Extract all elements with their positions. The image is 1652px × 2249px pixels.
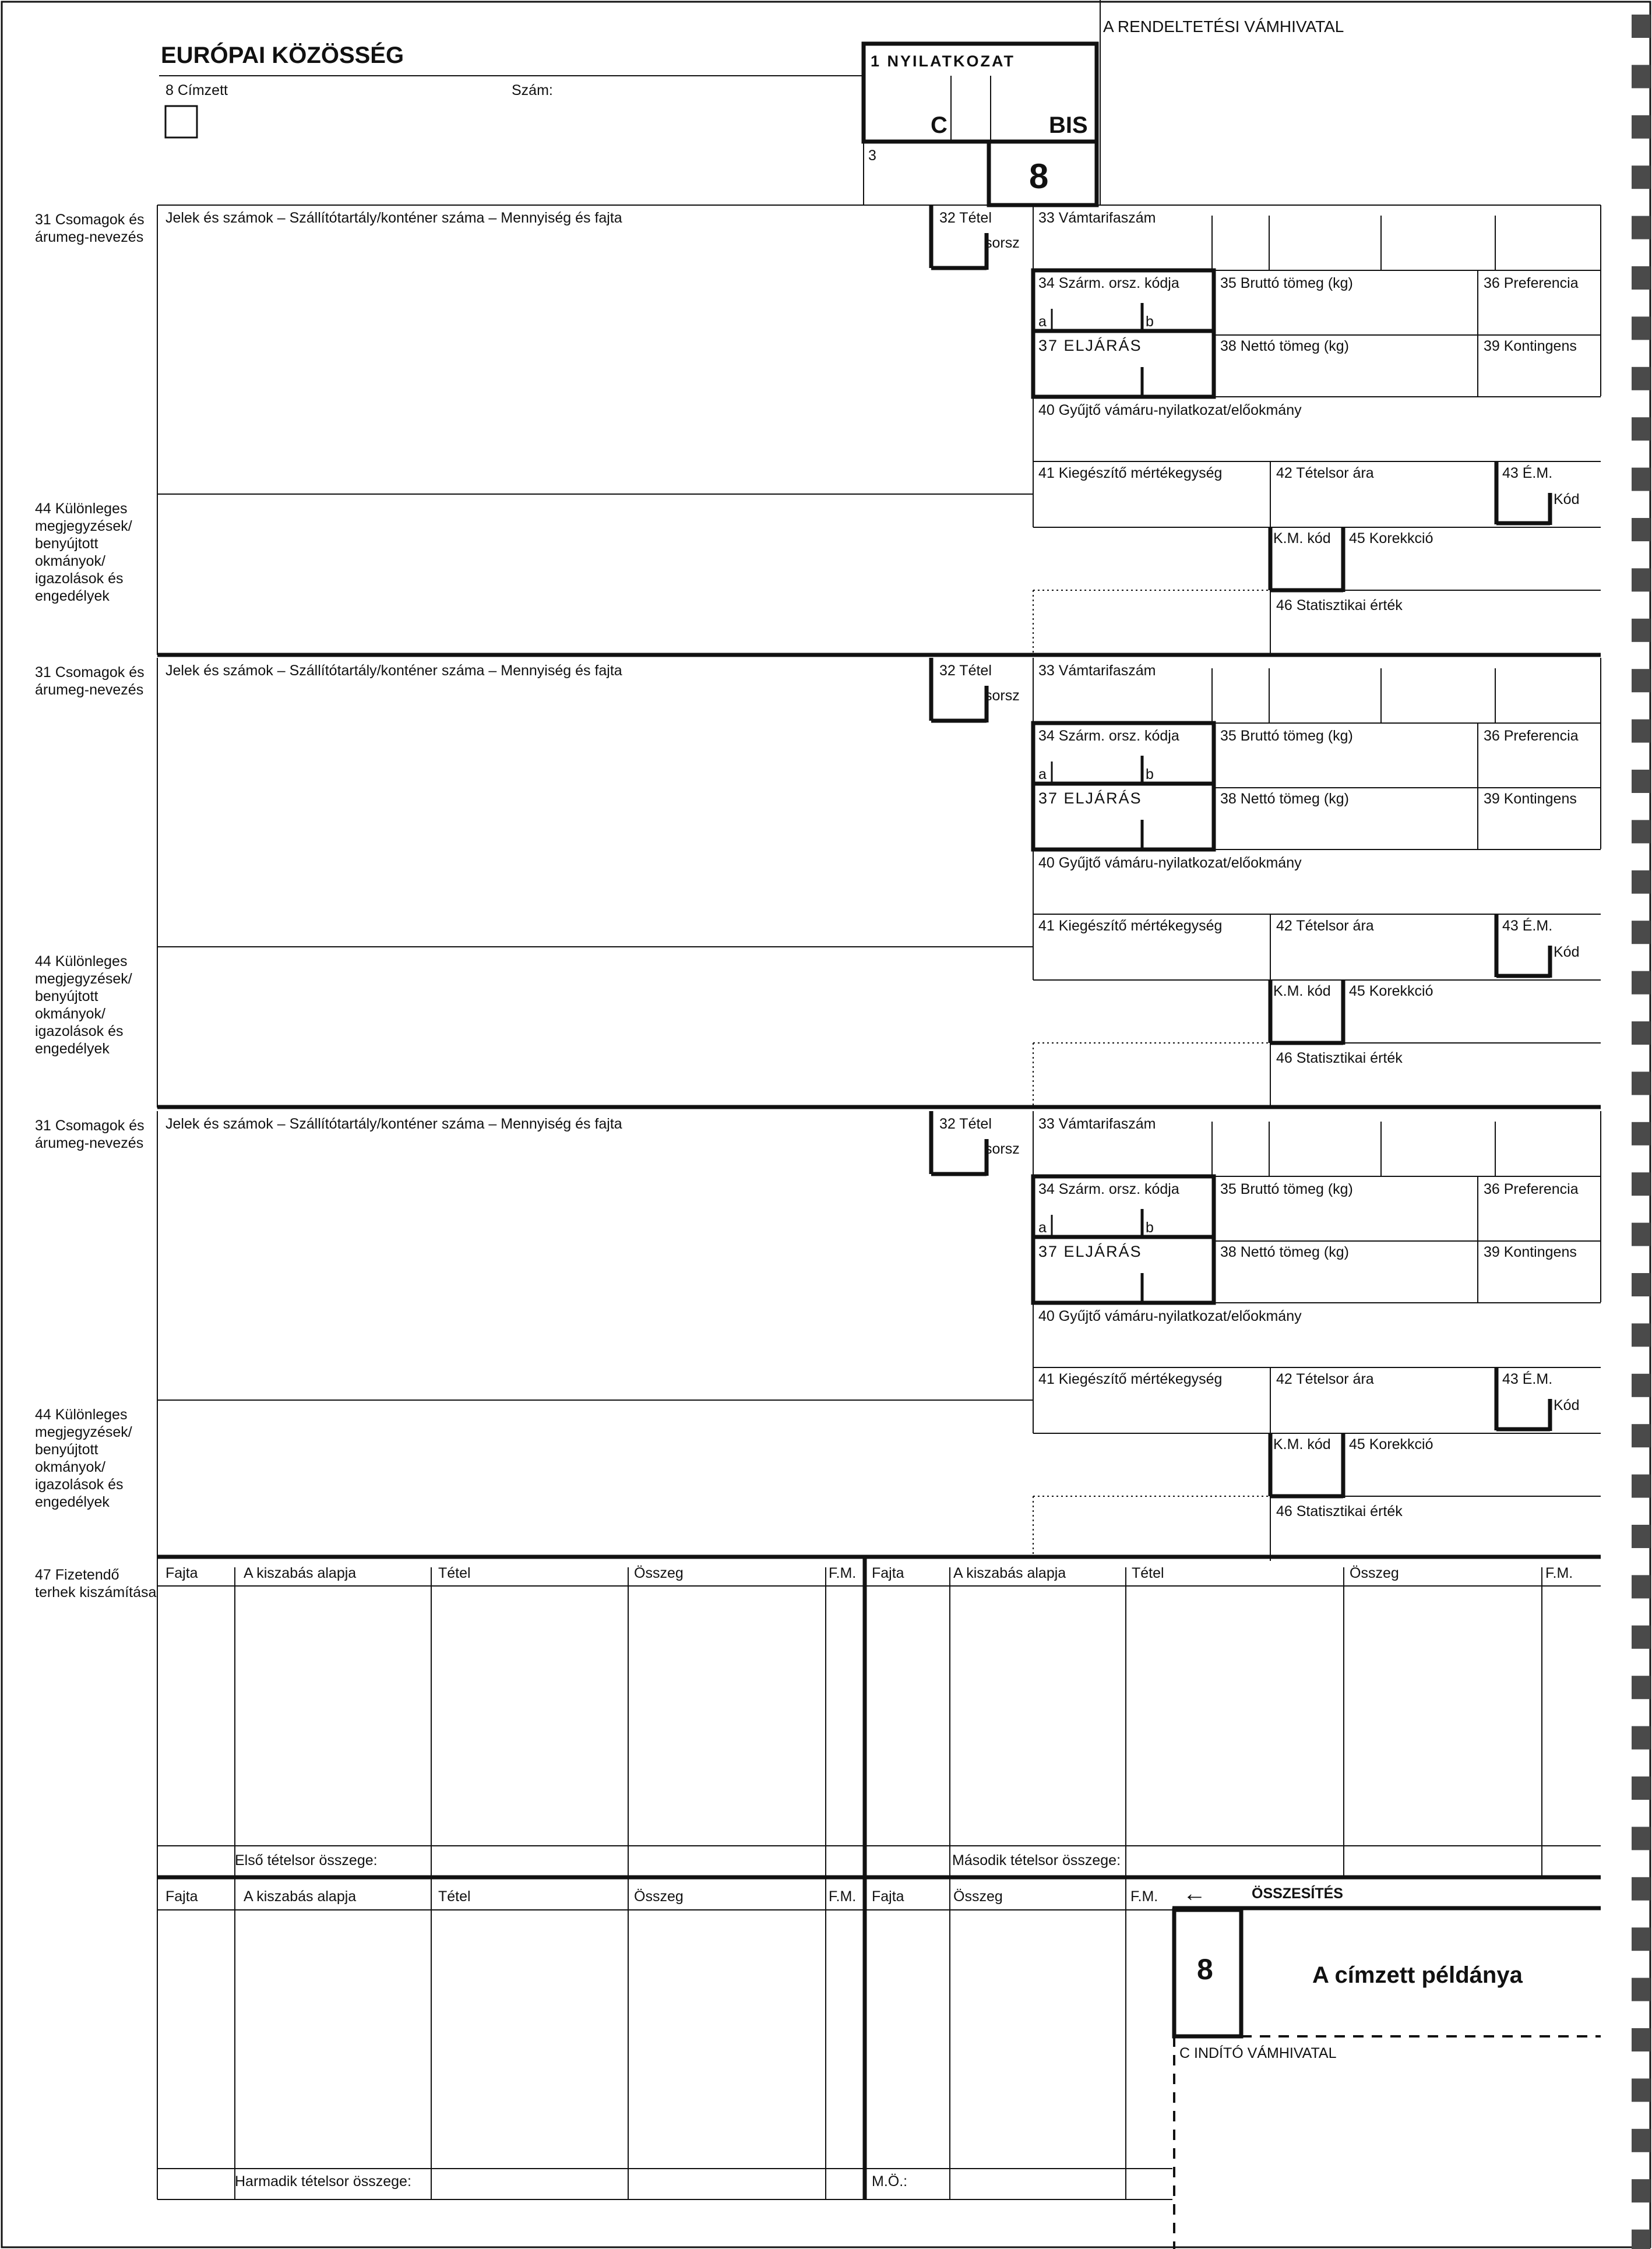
- adjustment-label: 45 Korekkció: [1349, 1436, 1433, 1453]
- charge-col-label: Fajta: [165, 1565, 198, 1581]
- perforation-hole: [1632, 1323, 1650, 1346]
- perforation-hole: [1632, 1223, 1650, 1246]
- perforation-hole: [1632, 1726, 1650, 1750]
- adjustment-label: 45 Korekkció: [1349, 983, 1433, 999]
- remarks-label: 44 Különleges megjegyzések/ benyújtott okmányok/ igazolások és engedélyek: [35, 1406, 132, 1510]
- perforation-hole: [1632, 1575, 1650, 1598]
- consignee-label: 8 Címzett: [165, 82, 228, 98]
- perforation-hole: [1632, 1776, 1650, 1800]
- procedure-label: 37 ELJÁRÁS: [1038, 337, 1142, 354]
- charge-col-label: Fajta: [165, 1888, 198, 1905]
- previous-doc-label: 40 Gyűjtő vámáru-nyilatkozat/előokmány: [1038, 1308, 1302, 1324]
- remarks-label: 44 Különleges megjegyzések/ benyújtott okmányok/ igazolások és engedélyek: [35, 500, 132, 604]
- km-code-label: K.M. kód: [1273, 530, 1331, 547]
- net-mass-label: 38 Nettó tömeg (kg): [1220, 791, 1349, 807]
- perforation-hole: [1632, 720, 1650, 743]
- origin-label: 34 Szárm. orsz. kódja: [1038, 728, 1179, 744]
- perforation-hole: [1632, 216, 1650, 239]
- preference-label: 36 Preferencia: [1484, 275, 1579, 291]
- perforation-hole: [1632, 619, 1650, 642]
- number-label: Szám:: [512, 82, 553, 98]
- charge-col-label: Fajta: [872, 1565, 904, 1581]
- net-mass-label: 38 Nettó tömeg (kg): [1220, 1244, 1349, 1260]
- perforation-hole: [1632, 1424, 1650, 1447]
- origin-label: 34 Szárm. orsz. kódja: [1038, 1181, 1179, 1197]
- origin-a: a: [1038, 1219, 1047, 1236]
- perforation-hole: [1632, 1374, 1650, 1397]
- gross-mass-label: 35 Bruttó tömeg (kg): [1220, 728, 1353, 744]
- statistical-value-label: 46 Statisztikai érték: [1276, 1050, 1403, 1066]
- quota-label: 39 Kontingens: [1484, 338, 1577, 354]
- perforation-hole: [1632, 1877, 1650, 1901]
- origin-b: b: [1146, 766, 1154, 782]
- preference-label: 36 Preferencia: [1484, 728, 1579, 744]
- quota-label: 39 Kontingens: [1484, 1244, 1577, 1260]
- perforation-hole: [1632, 2028, 1650, 2051]
- marks-header: Jelek és számok – Szállítótartály/konténer száma – Mennyiség és fajta: [165, 1116, 622, 1132]
- net-mass-label: 38 Nettó tömeg (kg): [1220, 338, 1349, 354]
- statistical-value-label: 46 Statisztikai érték: [1276, 1503, 1403, 1520]
- origin-a: a: [1038, 766, 1047, 782]
- copy-number: 8: [1197, 1953, 1213, 1986]
- perforation-hole: [1632, 669, 1650, 692]
- perforation-hole: [1632, 417, 1650, 440]
- perforation-hole: [1632, 1071, 1650, 1095]
- packages-label: 31 Csomagok és árumeg-nevezés: [35, 664, 145, 698]
- third-total-label: Harmadik tételsor összege:: [235, 2173, 411, 2190]
- charge-col-label: Tétel: [438, 1565, 471, 1581]
- perforation-hole: [1632, 921, 1650, 944]
- sheet-number: 8: [1029, 157, 1049, 196]
- preference-label: 36 Preferencia: [1484, 1181, 1579, 1197]
- perforation-hole: [1632, 770, 1650, 793]
- code-label: Kód: [1554, 1397, 1580, 1413]
- supplementary-units-label: 41 Kiegészítő mértékegység: [1038, 918, 1223, 934]
- packages-label: 31 Csomagok és árumeg-nevezés: [35, 211, 145, 245]
- origin-label: 34 Szárm. orsz. kódja: [1038, 275, 1179, 291]
- valuation-label: 43 É.M.: [1502, 918, 1553, 934]
- charge-col-label: A kiszabás alapja: [244, 1888, 357, 1905]
- perforation-hole: [1632, 1978, 1650, 2001]
- procedure-label: 37 ELJÁRÁS: [1038, 1243, 1142, 1260]
- quota-label: 39 Kontingens: [1484, 791, 1577, 807]
- destination-office-label: A RENDELTETÉSI VÁMHIVATAL: [1103, 17, 1344, 36]
- copy-title: A címzett példánya: [1312, 1962, 1523, 1988]
- consignee-checkbox: [165, 106, 197, 138]
- bis-code: BIS: [1049, 112, 1088, 138]
- origin-a: a: [1038, 313, 1047, 330]
- km-code-label: K.M. kód: [1273, 983, 1331, 999]
- perforation-hole: [1632, 65, 1650, 88]
- procedure-label: 37 ELJÁRÁS: [1038, 789, 1142, 807]
- origin-b: b: [1146, 1219, 1154, 1236]
- mo-label: M.Ö.:: [872, 2173, 908, 2190]
- code-label: Kód: [1554, 491, 1580, 507]
- second-total-label: Második tételsor összege:: [952, 1852, 1121, 1869]
- sorsz-label: sorsz: [985, 1141, 1020, 1157]
- previous-doc-label: 40 Gyűjtő vámáru-nyilatkozat/előokmány: [1038, 402, 1302, 418]
- perforation-hole: [1632, 2230, 1650, 2249]
- sorsz-label: sorsz: [985, 688, 1020, 704]
- charge-col-label: Összeg: [953, 1888, 1003, 1905]
- tariff-label: 33 Vámtarifaszám: [1038, 1116, 1156, 1132]
- origin-b: b: [1146, 313, 1154, 330]
- perforation-hole: [1632, 568, 1650, 591]
- perforation-hole: [1632, 2078, 1650, 2102]
- charges-label: 47 Fizetendő terhek kiszámítása: [35, 1567, 157, 1601]
- perforation-hole: [1632, 165, 1650, 189]
- item-no-label: 32 Tétel: [939, 210, 992, 226]
- item-no-label: 32 Tétel: [939, 1116, 992, 1132]
- summary-label: ÖSSZESÍTÉS: [1252, 1885, 1343, 1902]
- gross-mass-label: 35 Bruttó tömeg (kg): [1220, 275, 1353, 291]
- tariff-label: 33 Vámtarifaszám: [1038, 210, 1156, 226]
- perforation-hole: [1632, 1273, 1650, 1296]
- perforation-hole: [1632, 1172, 1650, 1196]
- perforation-hole: [1632, 115, 1650, 139]
- charge-col-label: F.M.: [1130, 1888, 1158, 1905]
- gross-mass-label: 35 Bruttó tömeg (kg): [1220, 1181, 1353, 1197]
- perforation-hole: [1632, 316, 1650, 340]
- charge-col-label: Tétel: [438, 1888, 471, 1905]
- packages-label: 31 Csomagok és árumeg-nevezés: [35, 1118, 145, 1151]
- charge-col-label: A kiszabás alapja: [244, 1565, 357, 1581]
- perforation-hole: [1632, 870, 1650, 894]
- perforation-hole: [1632, 820, 1650, 843]
- remarks-label: 44 Különleges megjegyzések/ benyújtott okmányok/ igazolások és engedélyek: [35, 953, 132, 1057]
- departure-office-label: C INDÍTÓ VÁMHIVATAL: [1179, 2045, 1337, 2061]
- charge-col-label: Tétel: [1132, 1565, 1164, 1581]
- charge-col-label: Összeg: [634, 1888, 684, 1905]
- valuation-label: 43 É.M.: [1502, 1371, 1553, 1387]
- declaration-label: 1 NYILATKOZAT: [871, 52, 1015, 70]
- first-total-label: Első tételsor összege:: [235, 1852, 378, 1869]
- perforation-hole: [1632, 266, 1650, 290]
- code-label: Kód: [1554, 944, 1580, 960]
- adjustment-label: 45 Korekkció: [1349, 530, 1433, 547]
- summary-arrow: ←: [1183, 1881, 1206, 1906]
- charge-col-label: Összeg: [634, 1565, 684, 1581]
- community-title: EURÓPAI KÖZÖSSÉG: [161, 43, 404, 68]
- sorsz-label: sorsz: [985, 235, 1020, 251]
- perforation-hole: [1632, 971, 1650, 995]
- perforation-hole: [1632, 1626, 1650, 1649]
- marks-header: Jelek és számok – Szállítótartály/konténer száma – Mennyiség és fajta: [165, 662, 622, 679]
- box3-label: 3: [868, 147, 876, 164]
- perforation-hole: [1632, 1676, 1650, 1699]
- perforation-hole: [1632, 1122, 1650, 1145]
- perforation-hole: [1632, 2129, 1650, 2152]
- supplementary-units-label: 41 Kiegészítő mértékegység: [1038, 1371, 1223, 1387]
- perforation-hole: [1632, 367, 1650, 390]
- charge-col-label: Összeg: [1350, 1565, 1399, 1581]
- supplementary-units-label: 41 Kiegészítő mértékegység: [1038, 465, 1223, 481]
- charge-col-label: F.M.: [829, 1565, 857, 1581]
- perforation-hole: [1632, 1021, 1650, 1045]
- perforation-hole: [1632, 468, 1650, 491]
- item-price-label: 42 Tételsor ára: [1276, 465, 1374, 481]
- valuation-label: 43 É.M.: [1502, 465, 1553, 481]
- perforation-hole: [1632, 518, 1650, 541]
- item-price-label: 42 Tételsor ára: [1276, 918, 1374, 934]
- perforation-hole: [1632, 1927, 1650, 1951]
- perforation-hole: [1632, 1525, 1650, 1548]
- perforation-hole: [1632, 1475, 1650, 1498]
- km-code-label: K.M. kód: [1273, 1436, 1331, 1453]
- marks-header: Jelek és számok – Szállítótartály/konténer száma – Mennyiség és fajta: [165, 210, 622, 226]
- previous-doc-label: 40 Gyűjtő vámáru-nyilatkozat/előokmány: [1038, 855, 1302, 871]
- c-code: C: [931, 112, 947, 138]
- item-price-label: 42 Tételsor ára: [1276, 1371, 1374, 1387]
- charge-col-label: F.M.: [829, 1888, 857, 1905]
- item-no-label: 32 Tétel: [939, 662, 992, 679]
- perforation-hole: [1632, 15, 1650, 38]
- charge-col-label: Fajta: [872, 1888, 904, 1905]
- perforation-hole: [1632, 2179, 1650, 2202]
- perforation-hole: [1632, 1827, 1650, 1850]
- charge-col-label: F.M.: [1545, 1565, 1573, 1581]
- charge-col-label: A kiszabás alapja: [953, 1565, 1066, 1581]
- tariff-label: 33 Vámtarifaszám: [1038, 662, 1156, 679]
- statistical-value-label: 46 Statisztikai érték: [1276, 597, 1403, 614]
